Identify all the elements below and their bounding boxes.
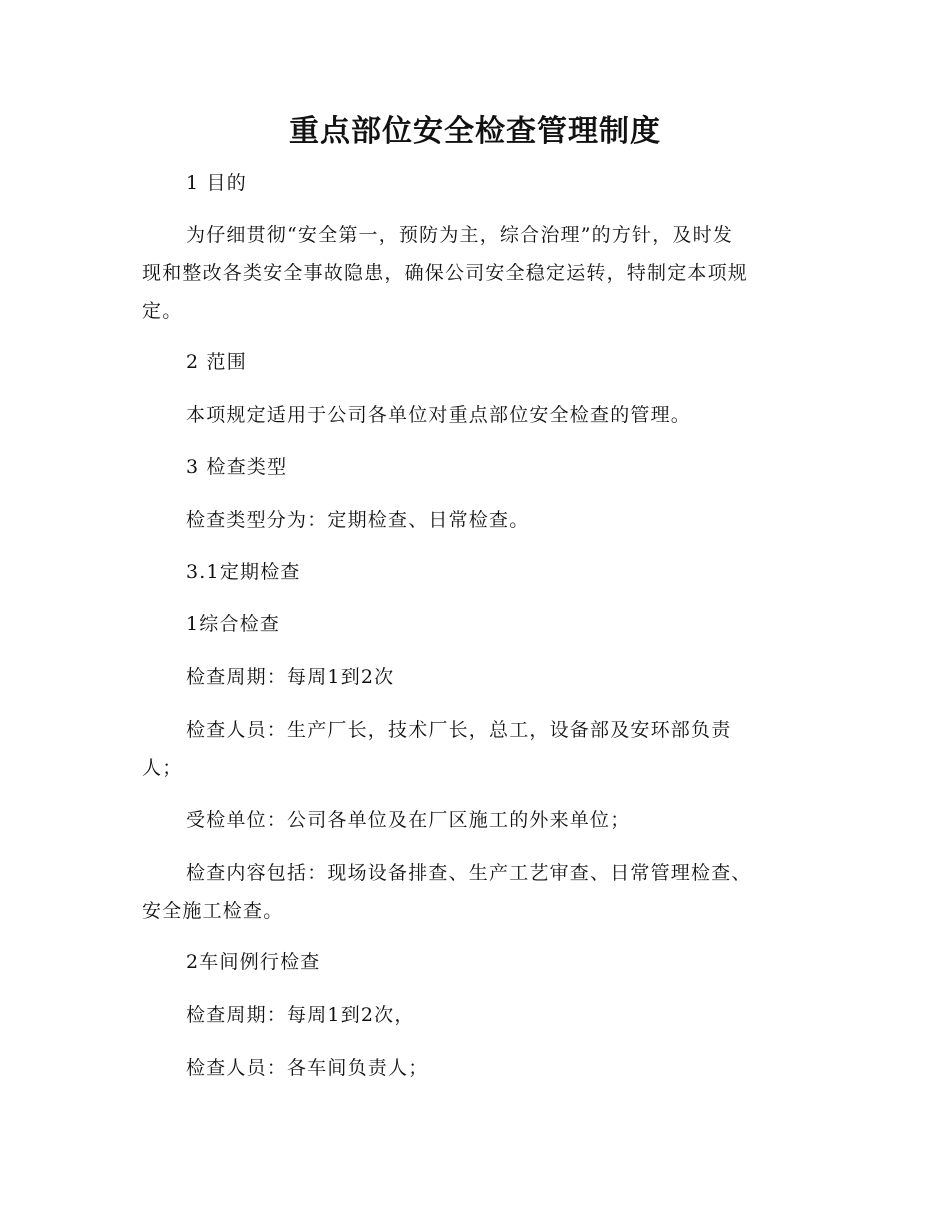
text-line: 为仔细贯彻“安全第一，预防为主，综合治理”的方针，及时发 (186, 224, 734, 246)
paragraph-personnel-1 (142, 711, 794, 787)
text-line: 2车间例行检查 (186, 951, 321, 973)
item-heading-workshop (142, 943, 794, 981)
section-heading-scope (142, 343, 794, 381)
text-line: 1综合检查 (186, 613, 281, 635)
text-line: 检查人员：各车间负责人； (186, 1057, 429, 1079)
item-heading-comprehensive (142, 605, 794, 643)
subsection-heading-periodic (142, 553, 794, 591)
text-line: 安全施工检查。 (142, 900, 284, 922)
text-line: 检查类型分为：定期检查、日常检查。 (186, 509, 530, 531)
text-line: 人； (142, 757, 183, 779)
text-line: 检查人员：生产厂长，技术厂长，总工，设备部及安环部负责 (186, 719, 732, 741)
paragraph-content (142, 854, 794, 930)
paragraph-cycle-1 (142, 658, 794, 696)
paragraph-scope (142, 396, 794, 434)
text-line: 3.1定期检查 (186, 561, 301, 583)
text-line: 检查周期：每周1到2次 (186, 666, 395, 688)
section-heading-purpose (142, 164, 794, 202)
text-line: 定。 (142, 300, 183, 322)
section-heading-types (142, 448, 794, 486)
text-line: 3 检查类型 (186, 456, 288, 478)
text-line: 现和整改各类安全事故隐患，确保公司安全稳定运转，特制定本项规 (142, 262, 749, 284)
text-line: 检查周期：每周1到2次， (186, 1004, 415, 1026)
text-line: 检查内容包括：现场设备排查、生产工艺审查、日常管理检查、 (186, 862, 752, 884)
text-line: 2 范围 (186, 351, 247, 373)
paragraph-cycle-2 (142, 996, 794, 1034)
text-line: 1 目的 (186, 172, 247, 194)
text-line: 本项规定适用于公司各单位对重点部位安全检查的管理。 (186, 404, 692, 426)
paragraph-types (142, 501, 794, 539)
paragraph-purpose (142, 216, 794, 330)
paragraph-personnel-2 (142, 1049, 794, 1087)
text-line: 受检单位：公司各单位及在厂区施工的外来单位； (186, 809, 631, 831)
paragraph-inspected-units (142, 801, 794, 839)
document-title: 重点部位安全检查管理制度 (289, 114, 661, 149)
